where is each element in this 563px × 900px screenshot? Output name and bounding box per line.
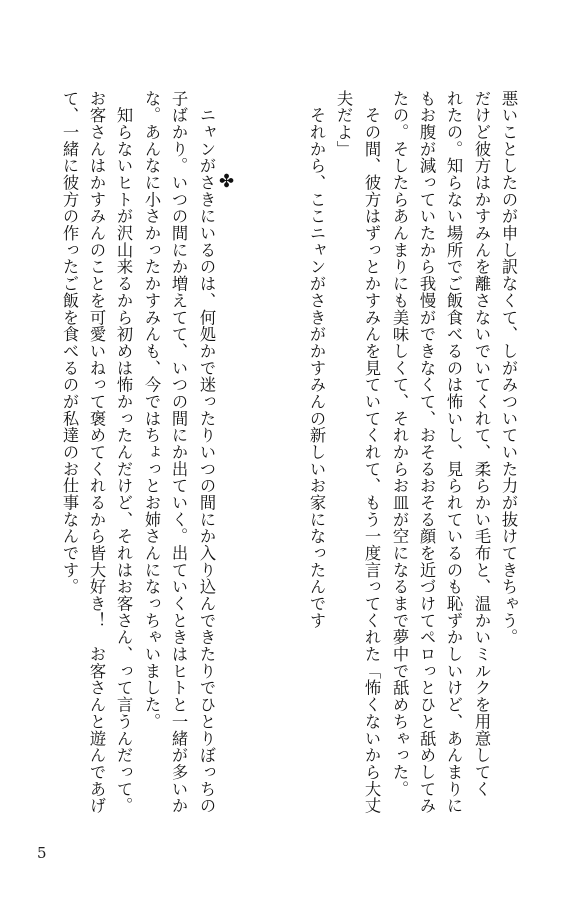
text-line: 知らないヒトが沢山来るから初めは怖かったんだけど、それはお客さん、って言うんだって。 bbox=[114, 90, 133, 815]
text-line: もお腹が減っていたから我慢ができなくて、おそるおそる顔を近づけてペロっとひと舐めしてみ bbox=[417, 90, 436, 815]
text-line: 悪いことしたのが申し訳なくて、しがみついていた力が抜けてきちゃう。 bbox=[499, 90, 518, 646]
text-line: たの。そしたらあんまりにも美味しくて、それからお皿が空になるまで夢中で舐めちゃった。 bbox=[390, 90, 409, 798]
page-number: 5 bbox=[37, 844, 47, 862]
text-line: て、一緒に彼方の作ったご飯を食べるのが私達のお仕事なんです。 bbox=[60, 90, 79, 596]
text-line: それから、ここニャンがさきがかすみんの新しいお家になったんです bbox=[307, 90, 326, 629]
text-line: その間、彼方はずっとかすみんを見ていてくれて、もう一度言ってくれた「怖くないから大丈 bbox=[362, 90, 381, 815]
text-line: 子ばかり。いつの間にか増えてて、いつの間にか出ていく。出ていくときはヒトと一緒が多いか bbox=[169, 90, 188, 815]
text-line: お客さんはかすみんのことを可愛いねって褒めてくれるから皆大好き！ お客さんと遊んであげ bbox=[87, 90, 106, 815]
text-line: 夫だよ」 bbox=[334, 90, 353, 158]
section-ornament-icon: ✤ bbox=[219, 171, 235, 192]
text-line: ニャンがさきにいるのは、何処かで迷ったりいつの間にか入り込んできたりでひとりぼっちの bbox=[197, 90, 216, 815]
text-line: な。あんなに小さかったかすみんも、今ではちょっとお姉さんになっちゃいました。 bbox=[142, 90, 161, 730]
text-line: れたの。知らない場所でご飯食べるのは怖いし、見られているのも恥ずかしいけど、あんまりに bbox=[444, 90, 463, 815]
text-line: だけど彼方はかすみんを離さないでいてくれて、柔らかい毛布と、温かいミルクを用意してく bbox=[472, 90, 491, 798]
